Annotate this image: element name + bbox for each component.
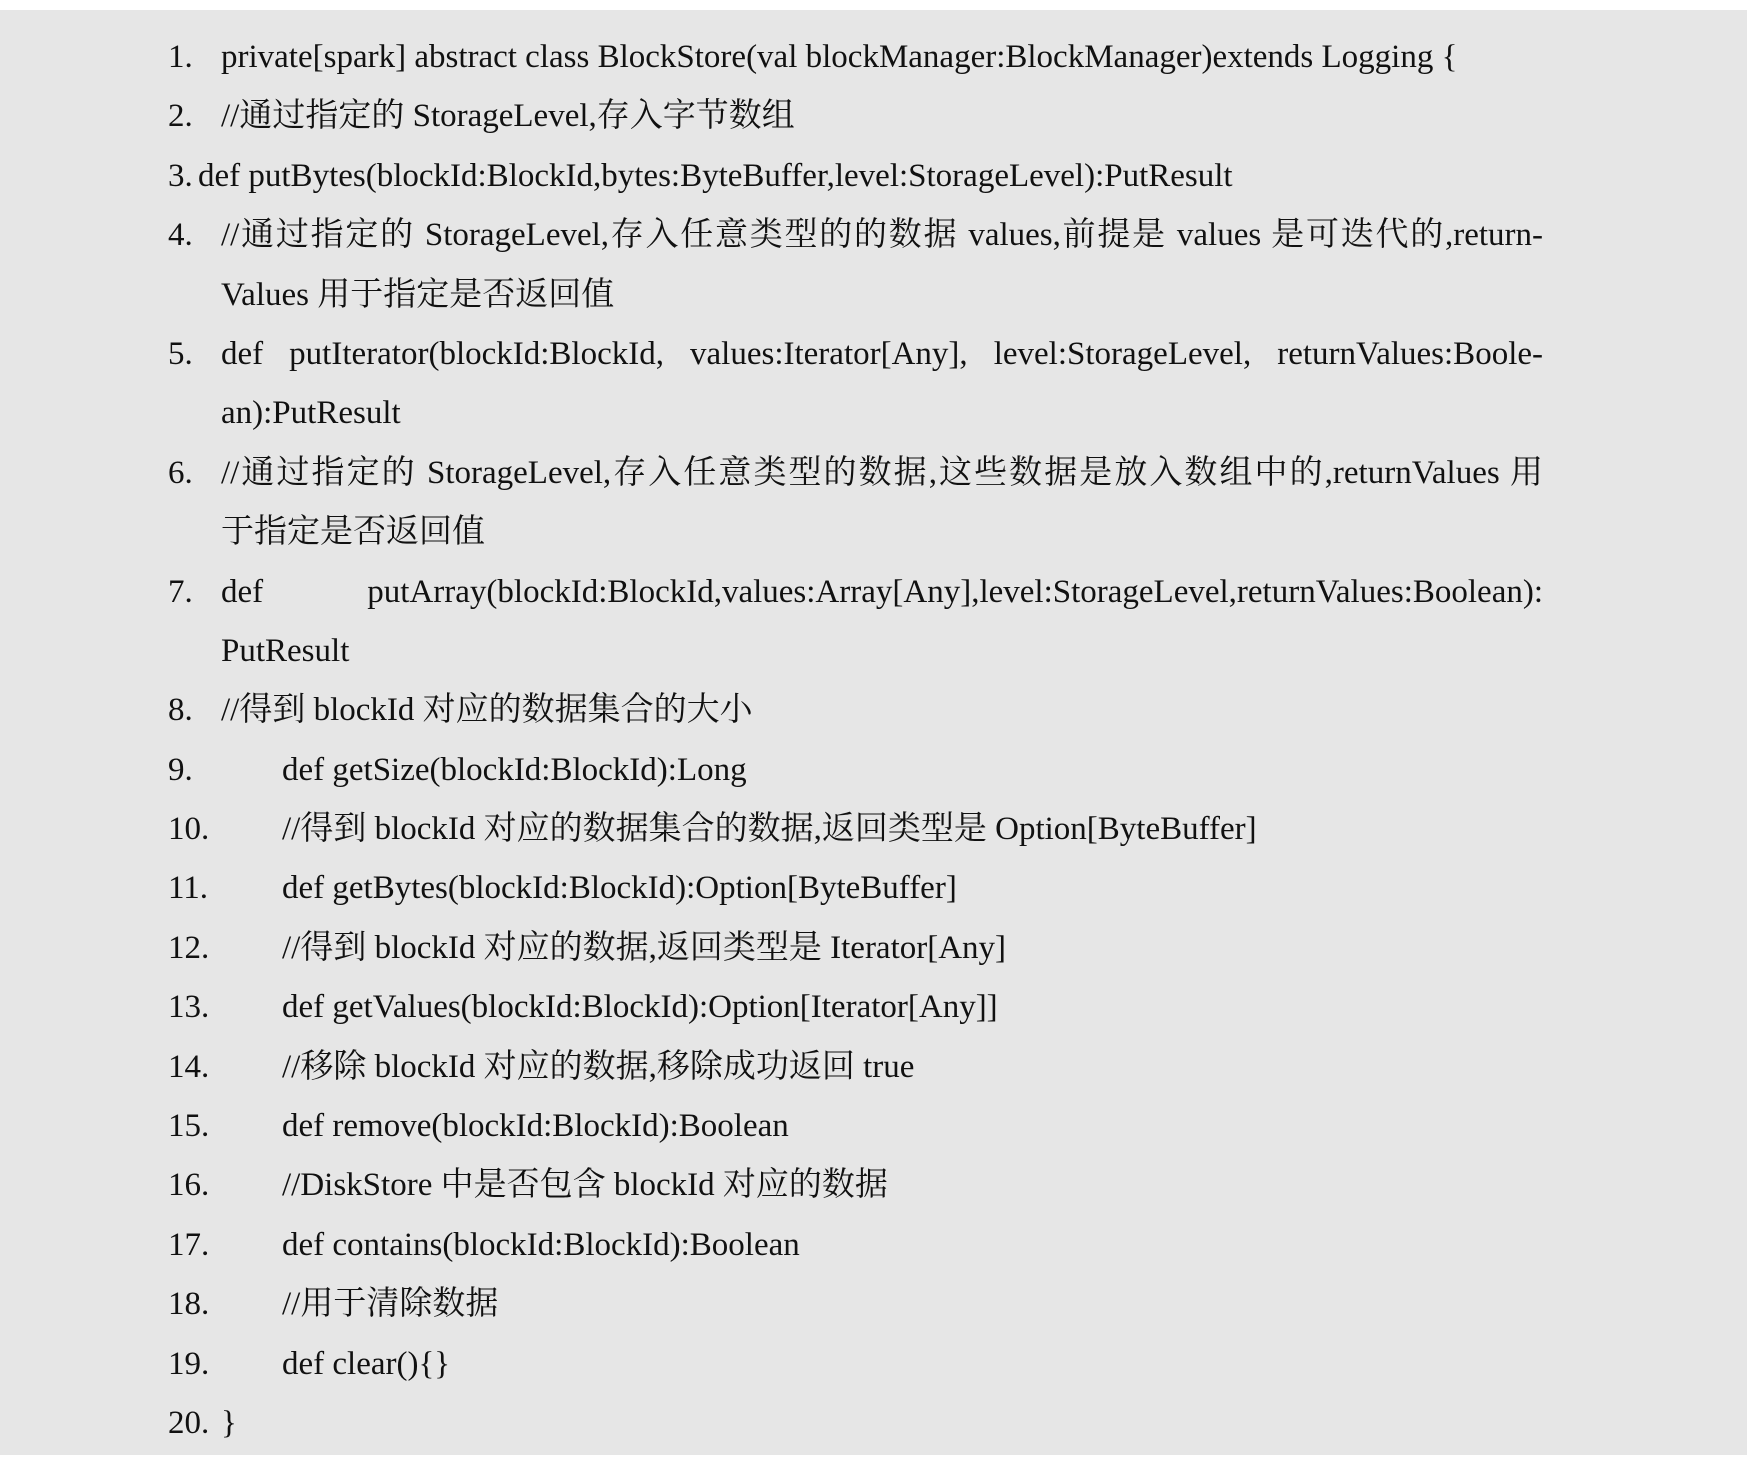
code-line xyxy=(0,919,1747,978)
code-line xyxy=(0,1038,1747,1097)
code-line xyxy=(0,1275,1747,1334)
code-line xyxy=(0,859,1747,918)
line-number: 14. xyxy=(168,1048,210,1085)
line-text: def contains(blockId:BlockId):Boolean xyxy=(282,1226,800,1263)
code-line xyxy=(0,1216,1747,1275)
code-line xyxy=(0,28,1747,87)
line-text: //通过指定的 StorageLevel,存入字节数组 xyxy=(221,98,795,135)
code-line xyxy=(0,206,1747,265)
line-number: 4. xyxy=(168,217,193,254)
line-text: def getBytes(blockId:BlockId):Option[ByteBuffer] xyxy=(282,870,957,907)
line-text: def getSize(blockId:BlockId):Long xyxy=(282,751,747,788)
line-text: //移除 blockId 对应的数据,移除成功返回 true xyxy=(282,1048,915,1085)
code-line xyxy=(0,741,1747,800)
line-text: //用于清除数据 xyxy=(282,1286,499,1323)
code-listing xyxy=(0,28,1747,1453)
line-text: //得到 blockId 对应的数据集合的数据,返回类型是 Option[ByteBuffer] xyxy=(282,811,1257,848)
code-line xyxy=(0,1097,1747,1156)
line-number: 12. xyxy=(168,929,210,966)
line-text: def clear(){} xyxy=(282,1345,451,1382)
code-line-continuation xyxy=(0,503,1747,562)
line-number: 11. xyxy=(168,870,209,907)
code-line-continuation xyxy=(0,622,1747,681)
line-text: private[spark] abstract class BlockStore(val blockManager:BlockManager)extends Logging { xyxy=(221,39,1458,75)
code-line xyxy=(0,1335,1747,1394)
code-line xyxy=(0,800,1747,859)
line-number: 19. xyxy=(168,1345,210,1382)
line-text: def putBytes(blockId:BlockId,bytes:ByteBuffer,level:StorageLevel):PutResult xyxy=(198,157,1233,194)
line-text: //通过指定的 StorageLevel,存入任意类型的的数据 values,前提是 values 是可迭代的,return- xyxy=(221,217,1543,254)
line-number: 8. xyxy=(168,692,193,729)
line-text: //DiskStore 中是否包含 blockId 对应的数据 xyxy=(282,1167,888,1204)
line-number: 17. xyxy=(168,1226,210,1263)
code-line xyxy=(0,1156,1747,1215)
line-number: 13. xyxy=(168,989,210,1026)
line-number: 6. xyxy=(168,454,193,491)
code-line xyxy=(0,147,1747,206)
line-number: 1. xyxy=(168,39,193,75)
line-text: //通过指定的 StorageLevel,存入任意类型的数据,这些数据是放入数组中的,returnValues 用 xyxy=(221,454,1543,491)
code-line-continuation xyxy=(0,384,1747,443)
code-line xyxy=(0,563,1747,622)
line-number: 7. xyxy=(168,573,193,610)
code-line xyxy=(0,978,1747,1037)
line-text: //得到 blockId 对应的数据,返回类型是 Iterator[Any] xyxy=(282,929,1007,966)
line-text: Values 用于指定是否返回值 xyxy=(221,276,615,313)
code-line xyxy=(0,325,1747,384)
line-number: 10. xyxy=(168,811,210,848)
line-text: def putIterator(blockId:BlockId, values:Iterator[Any], level:StorageLevel, returnValues:Boole- xyxy=(221,335,1543,372)
line-number: 15. xyxy=(168,1108,210,1145)
code-line xyxy=(0,444,1747,503)
code-listing-panel xyxy=(0,10,1747,1455)
line-number: 9. xyxy=(168,751,193,788)
code-line-continuation xyxy=(0,266,1747,325)
code-line xyxy=(0,87,1747,146)
line-text: def putArray(blockId:BlockId,values:Array[Any],level:StorageLevel,returnValues:Boolean): xyxy=(221,573,1543,610)
line-text: def remove(blockId:BlockId):Boolean xyxy=(282,1108,789,1145)
line-number: 20. xyxy=(168,1404,210,1441)
code-line xyxy=(0,681,1747,740)
line-text: 于指定是否返回值 xyxy=(221,514,485,551)
line-text: } xyxy=(221,1404,237,1441)
line-number: 5. xyxy=(168,335,193,372)
line-text: an):PutResult xyxy=(221,395,401,432)
line-number: 18. xyxy=(168,1286,210,1323)
line-text: //得到 blockId 对应的数据集合的大小 xyxy=(221,692,753,729)
line-number: 3. xyxy=(168,157,193,194)
line-text: PutResult xyxy=(221,632,350,669)
line-number: 16. xyxy=(168,1167,210,1204)
line-text: def getValues(blockId:BlockId):Option[Iterator[Any]] xyxy=(282,989,998,1026)
line-number: 2. xyxy=(168,98,193,135)
code-line xyxy=(0,1394,1747,1453)
